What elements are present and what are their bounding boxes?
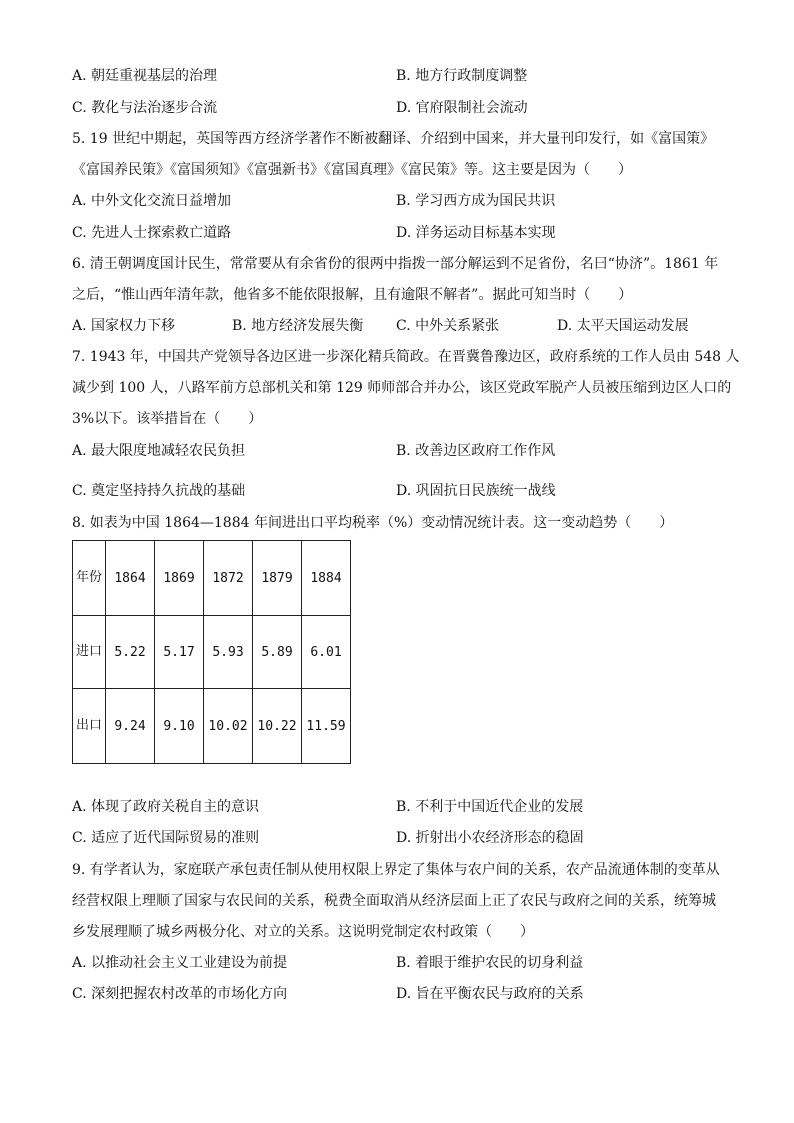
q6-stem-line1: 6. 清王朝调度国计民生，常常要从有余省份的很两中指拨一部分解运到不足省份，名曰“协济”。1861 年 <box>72 256 719 272</box>
year-cell: 1872 <box>204 541 253 616</box>
q8-stem-line1: 8. 如表为中国 1864—1884 年间进出口平均税率（%）变动情况统计表。这一变动趋势（ ） <box>72 515 674 531</box>
export-cell: 11.59 <box>302 689 351 764</box>
q9-option-b: B. 着眼于维护农民的切身利益 <box>396 955 584 971</box>
q6-option-c: C. 中外关系紧张 <box>396 318 500 334</box>
import-header-cell: 进口 <box>73 616 106 689</box>
q4-option-b: B. 地方行政制度调整 <box>396 68 528 84</box>
q9-option-d: D. 旨在平衡农民与政府的关系 <box>396 986 584 1002</box>
q6-option-d: D. 太平天国运动发展 <box>557 318 689 334</box>
q7-option-c: C. 奠定坚持持久抗战的基础 <box>72 483 246 499</box>
table-row-imports <box>73 616 351 689</box>
export-cell: 10.02 <box>204 689 253 764</box>
q7-stem-line1: 7. 1943 年，中国共产党领导各边区进一步深化精兵简政。在晋冀鲁豫边区，政府系统的工作人员由 548 人 <box>72 349 740 365</box>
export-cell: 10.22 <box>253 689 302 764</box>
import-cell: 5.93 <box>204 616 253 689</box>
q8-option-c: C. 适应了近代国际贸易的准则 <box>72 830 260 846</box>
q9-stem-line3: 乡发展理顺了城乡两极分化、对立的关系。这说明党制定农村政策（ ） <box>72 924 534 940</box>
table-row-exports <box>73 689 351 764</box>
import-cell: 5.17 <box>155 616 204 689</box>
q9-option-c: C. 深刻把握农村改革的市场化方向 <box>72 986 288 1002</box>
q7-stem-line2: 减少到 100 人，八路军前方总部机关和第 129 师师部合并办公，该区党政军脱产人员被压缩到边区人口的 <box>72 380 732 396</box>
q5-option-a: A. 中外文化交流日益增加 <box>72 193 232 209</box>
q7-option-d: D. 巩固抗日民族统一战线 <box>396 483 556 499</box>
q4-option-d: D. 官府限制社会流动 <box>396 100 528 116</box>
q7-option-a: A. 最大限度地减轻农民负担 <box>72 443 246 459</box>
q9-stem-line1: 9. 有学者认为，家庭联产承包责任制从使用权限上界定了集体与农户间的关系，农产品流通体制的变革从 <box>72 862 720 878</box>
export-cell: 9.10 <box>155 689 204 764</box>
q6-option-b: B. 地方经济发展失衡 <box>232 318 364 334</box>
q4-option-a: A. 朝廷重视基层的治理 <box>72 68 218 84</box>
import-cell: 5.22 <box>106 616 155 689</box>
import-cell: 5.89 <box>253 616 302 689</box>
q8-option-b: B. 不利于中国近代企业的发展 <box>396 799 584 815</box>
q7-stem-line3: 3%以下。该举措旨在（ ） <box>72 411 263 427</box>
q9-option-a: A. 以推动社会主义工业建设为前提 <box>72 955 288 971</box>
q5-option-b: B. 学习西方成为国民共识 <box>396 193 556 209</box>
year-header-cell: 年份 <box>73 541 106 616</box>
year-cell: 1869 <box>155 541 204 616</box>
table-row-years <box>73 541 351 616</box>
year-cell: 1884 <box>302 541 351 616</box>
q6-option-a: A. 国家权力下移 <box>72 318 176 334</box>
q4-option-c: C. 教化与法治逐步合流 <box>72 100 218 116</box>
export-header-cell: 出口 <box>73 689 106 764</box>
tax-rate-table <box>72 540 351 764</box>
year-cell: 1864 <box>106 541 155 616</box>
import-cell: 6.01 <box>302 616 351 689</box>
q7-option-b: B. 改善边区政府工作作风 <box>396 443 556 459</box>
q5-option-c: C. 先进人士探索救亡道路 <box>72 225 232 241</box>
year-cell: 1879 <box>253 541 302 616</box>
q8-option-a: A. 体现了政府关税自主的意识 <box>72 799 260 815</box>
q5-stem-line1: 5. 19 世纪中期起，英国等西方经济学著作不断被翻译、介绍到中国来，并大量刊印发行，如《富国策》 <box>72 131 715 147</box>
q5-stem-line2: 《富国养民策》《富国须知》《富强新书》《富国真理》《富民策》等。这主要是因为（ ） <box>72 162 632 178</box>
q8-option-d: D. 折射出小农经济形态的稳固 <box>396 830 584 846</box>
q6-stem-line2: 之后，“惟山西年清年款，他省多不能依限报解，且有逾限不解者”。据此可知当时（ ） <box>72 287 633 303</box>
export-cell: 9.24 <box>106 689 155 764</box>
q9-stem-line2: 经营权限上理顺了国家与农民间的关系，税费全面取消从经济层面上正了农民与政府之间的关系，统筹城 <box>72 893 716 909</box>
q5-option-d: D. 洋务运动目标基本实现 <box>396 225 556 241</box>
